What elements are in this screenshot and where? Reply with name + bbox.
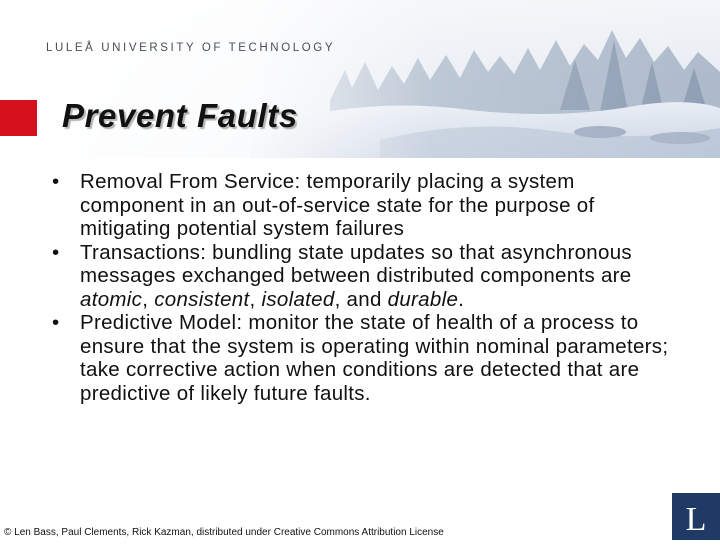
bullet-text: ,: [249, 287, 262, 311]
title-marker: [0, 100, 37, 136]
bullet-dot: •: [52, 240, 60, 264]
bullet-dot: •: [52, 311, 60, 334]
bullet-text: ,: [142, 287, 155, 311]
copyright-footer: © Len Bass, Paul Clements, Rick Kazman, distributed under Creative Commons Attribution License: [4, 527, 444, 538]
header-banner: [0, 0, 720, 158]
bullet-list: [52, 170, 682, 405]
bullet-text: .: [458, 287, 465, 311]
bullet-text: Transactions: bundling state updates so that asynchronous messages exchanged between distributed components are: [80, 240, 632, 287]
university-logo: [672, 493, 720, 540]
bullet-text: , and: [334, 287, 388, 311]
bullet-emphasis-text: consistent: [154, 287, 250, 311]
university-name: LULEÅ UNIVERSITY OF TECHNOLOGY: [46, 42, 336, 54]
bullet-emphasis-text: atomic: [80, 287, 143, 311]
bullet-text: Predictive Model: monitor the state of health of a process to ensure that the system is operating within nominal parameters; take corrective action when conditions are detected that are predictive of likely future faults.: [80, 311, 669, 405]
bullet-item: [52, 311, 682, 405]
bullet-item: [52, 241, 682, 312]
bullet-emphasis-text: isolated: [261, 287, 335, 311]
bullet-item: [52, 170, 682, 241]
logo-l-icon: [672, 493, 720, 540]
bullet-emphasis-text: durable: [387, 287, 459, 311]
logo-letter: L: [685, 501, 707, 538]
slide-title: Prevent Faults: [62, 97, 298, 134]
bullet-dot: •: [52, 170, 60, 193]
bullet-text: Removal From Service: temporarily placing a system component in an out-of-service state for the purpose of mitigating potential system failures: [80, 170, 595, 240]
